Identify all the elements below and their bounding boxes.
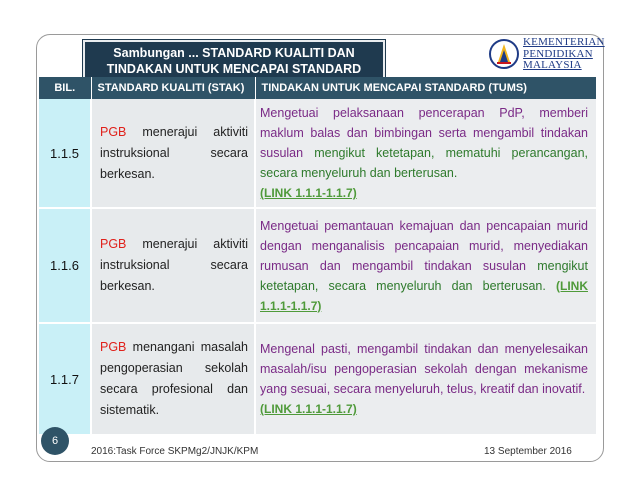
- slide-title: [83, 40, 385, 81]
- row-standard: [91, 99, 255, 208]
- table-row: [39, 99, 596, 208]
- action-text: Mengetuai pelaksanaan pencerapan PdP, memberi maklum balas dan bimbingan serta mengambil tindakan susulan: [260, 106, 588, 160]
- footer-source: 2016:Task Force SKPMg2/JNJK/KPM: [91, 446, 259, 457]
- standards-table: [39, 77, 597, 436]
- standard-text: menerajui aktiviti instruksional secara berkesan.: [100, 124, 248, 181]
- row-bil: 1.1.5: [39, 99, 91, 208]
- kpm-logo: [488, 36, 605, 72]
- page-number-badge: 6: [41, 427, 69, 455]
- action-criteria-2: mematuhi perancangan,: [445, 146, 589, 160]
- action-text: Mengenal pasti, mengambil tindakan dan menyelesaikan masalah/isu pengoperasian sekolah dengan mekanisme yang sesuai, secara menyeluruh, telus, kreatif dan inovatif.: [260, 342, 588, 396]
- action-text: Mengetuai pemantauan kemajuan dan pencapaian murid dengan menganalisis pencapaian murid, menyediakan rumusan dan mengambil tindakan susulan: [260, 218, 588, 273]
- row-standard: [91, 208, 255, 323]
- pgb-label: PGB: [100, 237, 127, 251]
- logo-line2: PENDIDIKAN: [523, 47, 593, 60]
- row-action: [255, 99, 596, 208]
- logo-line3: MALAYSIA: [523, 59, 582, 71]
- pgb-label: PGB: [100, 124, 127, 139]
- footer-date: 13 September 2016: [484, 446, 572, 457]
- action-criteria-2: secara menyeluruh dan berterusan.: [328, 278, 546, 293]
- link-1-1-1[interactable]: (LINK 1.1.1-1.1.7): [260, 402, 357, 416]
- action-criteria-3: secara menyeluruh dan berterusan.: [260, 166, 458, 180]
- slide-title-line2: TINDAKAN UNTUK MENCAPAI STANDARD: [106, 61, 362, 76]
- action-criteria-1: mengikut ketetapan,: [314, 146, 435, 160]
- header-tums: TINDAKAN UNTUK MENCAPAI STANDARD (TUMS): [255, 77, 596, 99]
- row-bil: 1.1.7: [39, 323, 91, 435]
- row-action: [255, 208, 596, 323]
- header-bil: BIL.: [39, 77, 91, 99]
- table-row: [39, 208, 596, 323]
- pgb-label: PGB: [100, 340, 127, 354]
- logo-line1: KEMENTERIAN: [523, 36, 605, 48]
- kpm-emblem-icon: [488, 38, 520, 70]
- row-standard: [91, 323, 255, 435]
- table-header-row: [39, 77, 596, 99]
- table-row: [39, 323, 596, 435]
- slide-title-line1: Sambungan ... STANDARD KUALITI DAN: [113, 45, 355, 60]
- standard-text: menerajui aktiviti instruksional secara berkesan.: [100, 237, 248, 293]
- link-1-1-1[interactable]: (LINK 1.1.1-1.1.7): [260, 278, 588, 313]
- action-criteria-1: mengikut ketetapan,: [260, 258, 588, 293]
- row-action: [255, 323, 596, 435]
- standard-text: menangani masalah pengoperasian sekolah secara profesional dan sistematik.: [100, 340, 248, 417]
- row-bil: 1.1.6: [39, 208, 91, 323]
- link-1-1-1[interactable]: (LINK 1.1.1-1.1.7): [260, 186, 357, 200]
- header-stak: STANDARD KUALITI (STAK): [91, 77, 255, 99]
